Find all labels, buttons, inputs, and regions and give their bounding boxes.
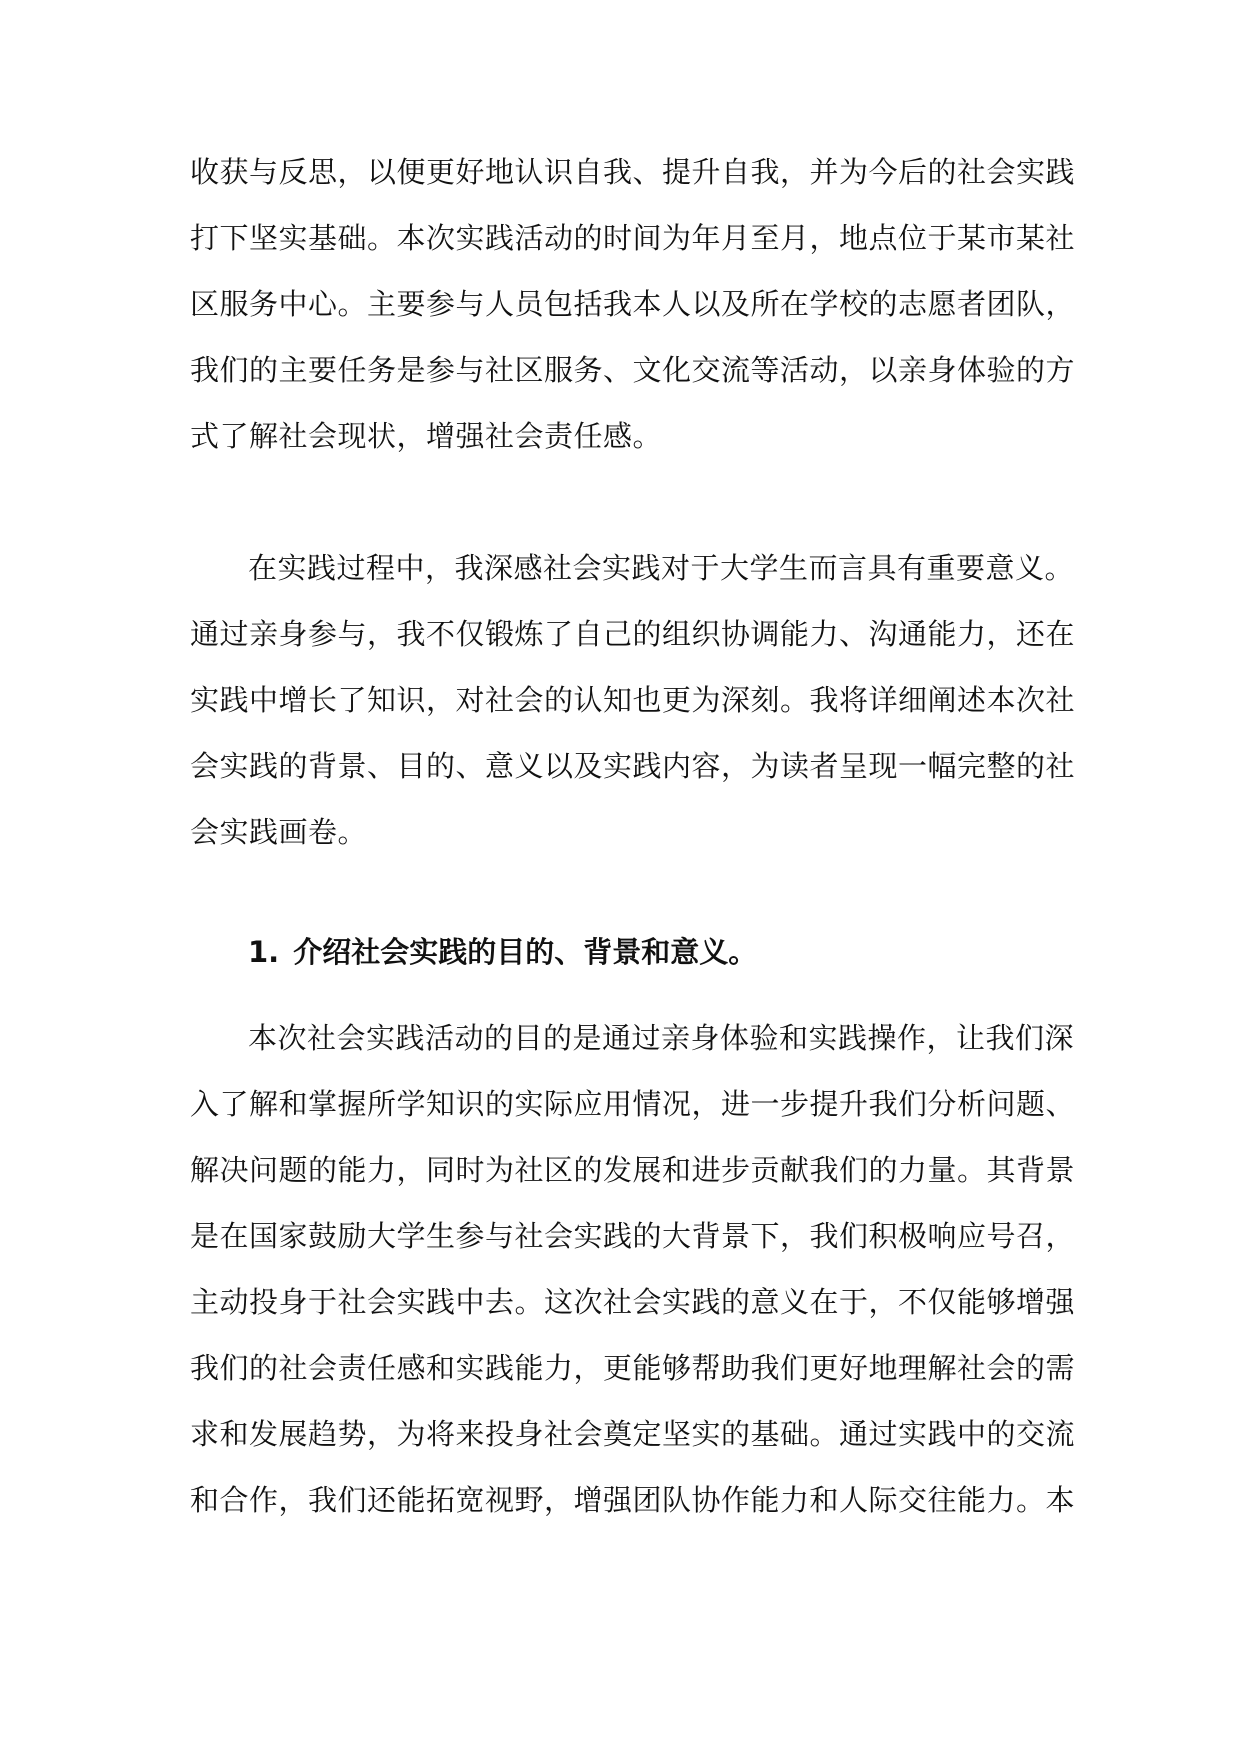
paragraph-line: 打下坚实基础。本次实践活动的时间为年月至月，地点位于某市某社 (190, 221, 1076, 255)
paragraph-line: 通过亲身参与，我不仅锻炼了自己的组织协调能力、沟通能力，还在 (190, 617, 1076, 651)
section-number: 1. (248, 935, 280, 969)
section-heading (248, 932, 757, 972)
paragraph-line: 我们的主要任务是参与社区服务、文化交流等活动，以亲身体验的方 (190, 353, 1076, 387)
paragraph-line: 和合作，我们还能拓宽视野，增强团队协作能力和人际交往能力。本 (190, 1483, 1076, 1517)
paragraph-line: 求和发展趋势，为将来投身社会奠定坚实的基础。通过实践中的交流 (190, 1417, 1076, 1451)
paragraph-line: 区服务中心。主要参与人员包括我本人以及所在学校的志愿者团队， (190, 287, 1076, 321)
paragraph-purpose-background (190, 1005, 1076, 1533)
paragraph-line: 入了解和掌握所学知识的实际应用情况，进一步提升我们分析问题、 (190, 1087, 1076, 1121)
paragraph-line: 会实践的背景、目的、意义以及实践内容，为读者呈现一幅完整的社 (190, 749, 1076, 783)
paragraph-line: 解决问题的能力，同时为社区的发展和进步贡献我们的力量。其背景 (190, 1153, 1076, 1187)
section-title: 介绍社会实践的目的、背景和意义。 (293, 935, 758, 969)
paragraph-line: 会实践画卷。 (190, 815, 368, 849)
paragraph-line: 实践中增长了知识，对社会的认知也更为深刻。我将详细阐述本次社 (190, 683, 1076, 717)
paragraph-practice-process (190, 535, 1076, 865)
paragraph-line: 式了解社会现状，增强社会责任感。 (190, 419, 663, 453)
paragraph-line: 我们的社会责任感和实践能力，更能够帮助我们更好地理解社会的需 (190, 1351, 1076, 1385)
paragraph-line: 在实践过程中，我深感社会实践对于大学生而言具有重要意义。 (248, 551, 1075, 585)
paragraph-line: 主动投身于社会实践中去。这次社会实践的意义在于，不仅能够增强 (190, 1285, 1076, 1319)
paragraph-line: 收获与反思，以便更好地认识自我、提升自我，并为今后的社会实践 (190, 155, 1076, 189)
paragraph-line: 是在国家鼓励大学生参与社会实践的大背景下，我们积极响应号召， (190, 1219, 1076, 1253)
paragraph-intro-continued (190, 139, 1076, 469)
paragraph-line: 本次社会实践活动的目的是通过亲身体验和实践操作，让我们深 (248, 1021, 1075, 1055)
